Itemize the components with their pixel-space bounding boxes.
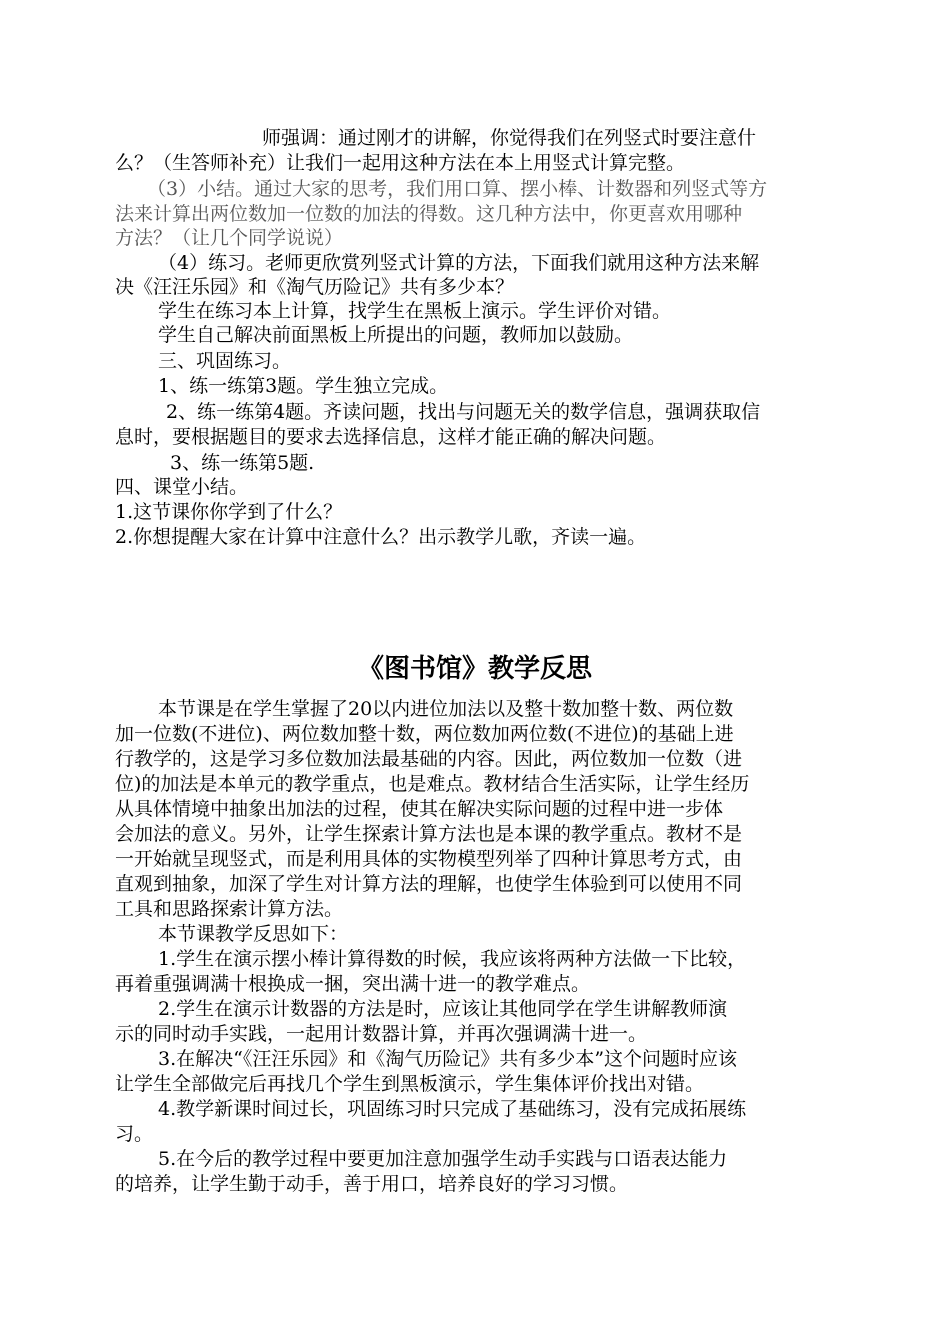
- lesson-line: （4）练习。老师更欣赏列竖式计算的方法，下面我们就用这种方法来解: [158, 252, 760, 274]
- reflection-line: 会加法的意义。另外，让学生探索计算方法也是本课的教学重点。教材不是: [115, 823, 743, 845]
- reflection-line: 让学生全部做完后再找几个学生到黑板演示，学生集体评价找出对错。: [115, 1073, 705, 1095]
- reflection-line: 本节课教学反思如下：: [158, 923, 349, 945]
- lesson-line: 1、练一练第3题。学生独立完成。: [158, 375, 449, 397]
- lesson-line: 么？（生答师补充）让我们一起用这种方法在本上用竖式计算完整。: [115, 152, 686, 174]
- reflection-line: 直观到抽象，加深了学生对计算方法的理解，也使学生体验到可以使用不同: [115, 873, 743, 895]
- section-heading: 四、课堂小结。: [115, 476, 249, 498]
- lesson-line: 方法？（让几个同学说说）: [115, 227, 344, 249]
- lesson-line: 学生在练习本上计算，找学生在黑板上演示。学生评价对错。: [158, 300, 672, 322]
- lesson-line: 法来计算出两位数加一位数的加法的得数。这几种方法中，你更喜欢用哪种: [115, 203, 743, 225]
- reflection-line: 从具体情境中抽象出加法的过程，使其在解决实际问题的过程中进一步体: [115, 798, 724, 820]
- lesson-line: 2.你想提醒大家在计算中注意什么？出示教学儿歌，齐读一遍。: [115, 526, 647, 548]
- reflection-line: 3.在解决“《汪汪乐园》和《淘气历险记》共有多少本”这个问题时应该: [158, 1048, 738, 1070]
- section-heading: 三、巩固练习。: [158, 350, 292, 372]
- lesson-line: （3）小结。通过大家的思考，我们用口算、摆小棒、计数器和列竖式等方: [147, 178, 768, 200]
- reflection-line: 一开始就呈现竖式，而是利用具体的实物模型列举了四种计算思考方式，由: [115, 848, 743, 870]
- lesson-line: 息时，要根据题目的要求去选择信息，这样才能正确的解决问题。: [115, 426, 667, 448]
- lesson-line: 决《汪汪乐园》和《淘气历险记》共有多少本？: [115, 276, 515, 298]
- reflection-line: 5.在今后的教学过程中要更加注意加强学生动手实践与口语表达能力: [158, 1148, 728, 1170]
- reflection-line: 再着重强调满十根换成一捆，突出满十进一的教学难点。: [115, 973, 591, 995]
- lesson-line: 学生自己解决前面黑板上所提出的问题，教师加以鼓励。: [158, 324, 634, 346]
- lesson-line: 2、练一练第4题。齐读问题，找出与问题无关的数学信息，强调获取信: [166, 401, 761, 423]
- reflection-line: 工具和思路探索计算方法。: [115, 898, 344, 920]
- reflection-title: 《图书馆》教学反思: [357, 654, 592, 684]
- reflection-line: 习。: [115, 1123, 154, 1145]
- reflection-line: 示的同时动手实践，一起用计数器计算，并再次强调满十进一。: [115, 1023, 648, 1045]
- lesson-line: 3、练一练第5题.: [170, 452, 315, 474]
- reflection-line: 2.学生在演示计数器的方法是时，应该让其他同学在学生讲解教师演: [158, 998, 728, 1020]
- reflection-line: 位)的加法是本单元的教学重点，也是难点。教材结合生活实际，让学生经历: [115, 773, 750, 795]
- reflection-line: 本节课是在学生掌握了20以内进位加法以及整十数加整十数、两位数: [158, 698, 734, 720]
- reflection-line: 4.教学新课时间过长，巩固练习时只完成了基础练习，没有完成拓展练: [158, 1098, 747, 1120]
- reflection-line: 的培养，让学生勤于动手，善于用口，培养良好的学习习惯。: [115, 1173, 629, 1195]
- reflection-line: 1.学生在演示摆小棒计算得数的时候，我应该将两种方法做一下比较，: [158, 948, 747, 970]
- reflection-line: 加一位数(不进位)、两位数加整十数，两位数加两位数(不进位)的基础上进: [115, 723, 734, 745]
- reflection-line: 行教学的，这是学习多位数加法最基础的内容。因此，两位数加一位数（进: [115, 748, 743, 770]
- lesson-line: 师强调：通过刚才的讲解，你觉得我们在列竖式时要注意什: [262, 127, 757, 149]
- lesson-line: 1.这节课你你学到了什么？: [115, 501, 343, 523]
